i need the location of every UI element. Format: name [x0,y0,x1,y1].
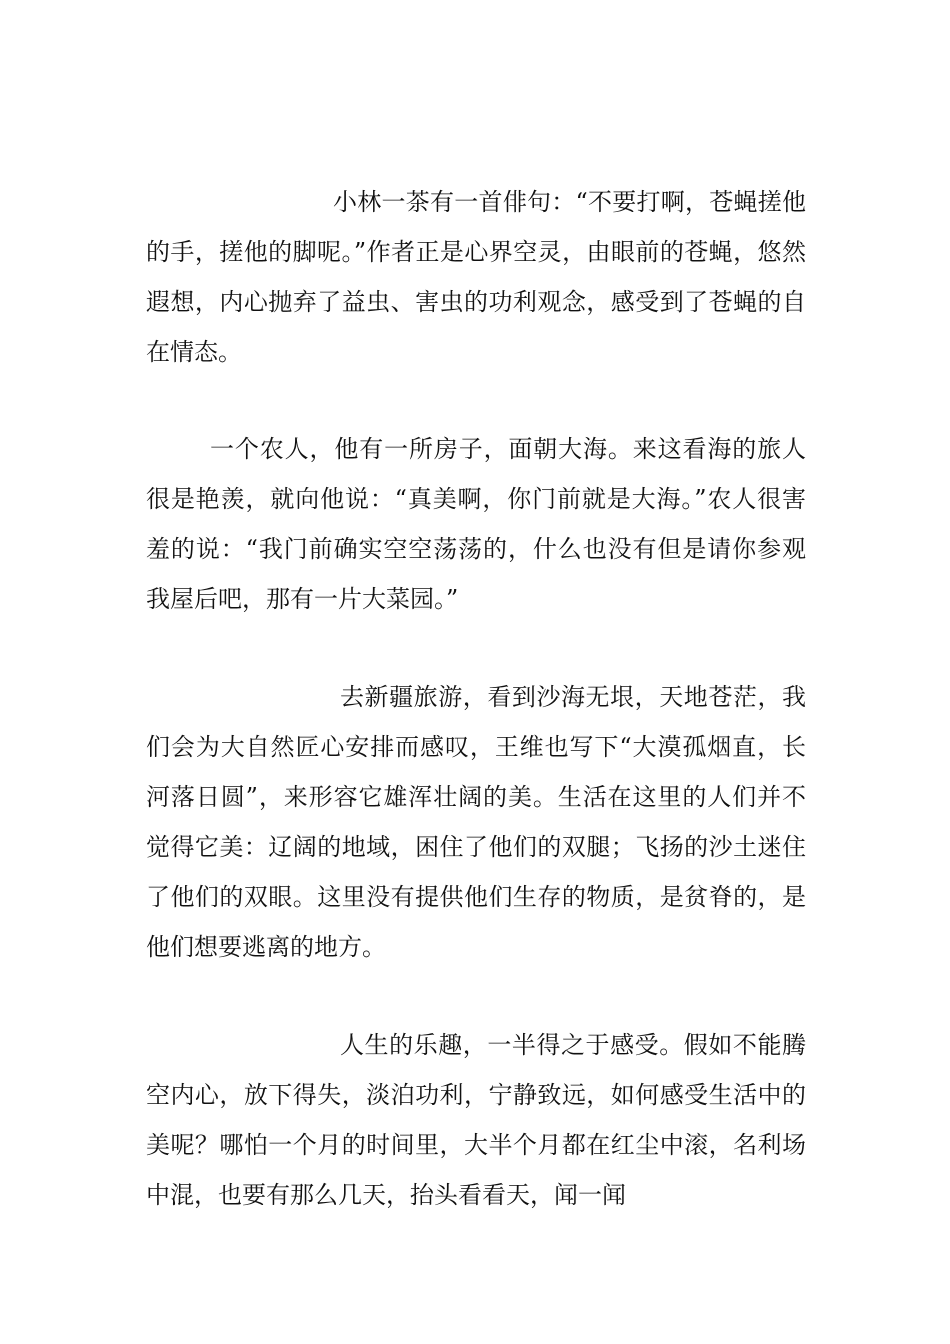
paragraph-haiku: 小林一茶有一首俳句：“不要打啊，苍蝇搓他的手，搓他的脚呢。”作者正是心界空灵，由眼前的苍蝇，悠然遐想，内心抛弃了益虫、害虫的功利观念，感受到了苍蝇的自在情态。 [146,188,806,366]
paragraph-farmer: 一个农人，他有一所房子，面朝大海。来这看海的旅人很是艳羡，就向他说：“真美啊，你门前就是大海。”农人很害羞的说：“我门前确实空空荡荡的，什么也没有但是请你参观我屋后吧，那有一片大菜园。” [146,435,806,613]
paragraph-xinjiang: 去新疆旅游，看到沙海无垠，天地苍茫，我们会为大自然匠心安排而感叹，王维也写下“大漠孤烟直，长河落日圆”，来形容它雄浑壮阔的美。生活在这里的人们并不觉得它美：辽阔的地域，困住了他们的双腿；飞扬的沙土迷住了他们的双眼。这里没有提供他们生存的物质，是贫脊的，是他们想要逃离的地方。 [146,683,806,961]
paragraph-life-joy: 人生的乐趣，一半得之于感受。假如不能腾空内心，放下得失，淡泊功利，宁静致远，如何感受生活中的美呢？哪怕一个月的时间里，大半个月都在红尘中滚，名利场中混，也要有那么几天，抬头看看天，闻一闻 [146,1031,806,1209]
